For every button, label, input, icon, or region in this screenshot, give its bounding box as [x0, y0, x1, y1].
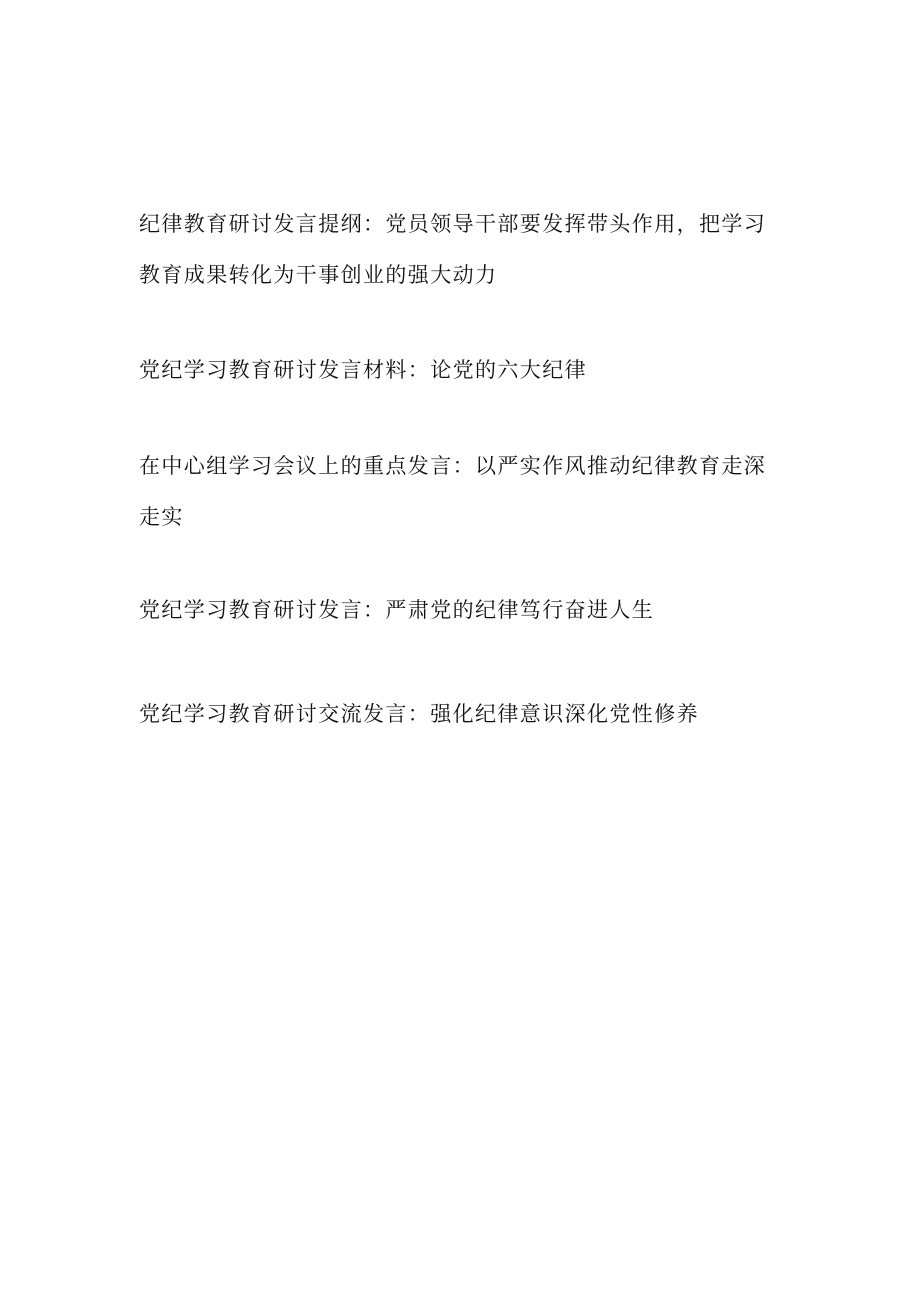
document-entry-3: 在中心组学习会议上的重点发言：以严实作风推动纪律教育走深走实 — [139, 454, 767, 529]
document-entry-1: 纪律教育研讨发言提纲：党员领导干部要发挥带头作用，把学习教育成果转化为干事创业的强大动力 — [139, 212, 767, 287]
document-entry-4: 党纪学习教育研讨发言：严肃党的纪律笃行奋进人生 — [139, 598, 655, 622]
document-entry-5: 党纪学习教育研讨交流发言：强化纪律意识深化党性修养 — [139, 702, 699, 726]
document-entry-2: 党纪学习教育研讨发言材料：论党的六大纪律 — [139, 358, 587, 382]
